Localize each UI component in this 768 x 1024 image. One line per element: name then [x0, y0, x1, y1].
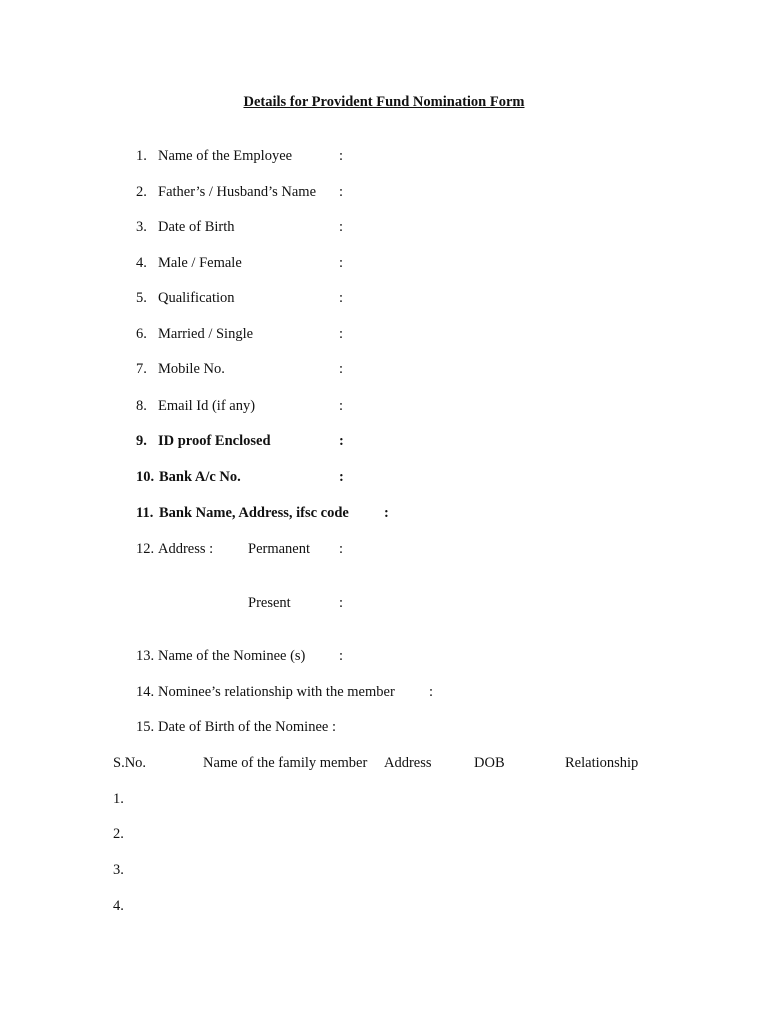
field-colon: : — [339, 433, 344, 449]
field-colon: : — [339, 398, 344, 414]
field-number: 12. — [136, 541, 155, 557]
field-label: Bank Name, Address, ifsc code — [159, 505, 349, 521]
field-number: 15. — [136, 719, 155, 735]
field-number: 7. — [136, 361, 147, 377]
field-number: 2. — [136, 184, 147, 200]
field-number: 10. — [136, 469, 155, 485]
address-permanent-label: Permanent — [248, 541, 311, 557]
field-colon: : — [339, 361, 344, 377]
field-label: Qualification — [158, 290, 235, 306]
row-serial-number: 2. — [113, 826, 124, 842]
column-header-relationship: Relationship — [565, 755, 639, 771]
column-header-sno: S.No. — [113, 755, 147, 771]
field-label: Name of the Employee — [158, 148, 293, 164]
field-label: ID proof Enclosed — [158, 433, 271, 449]
field-label: Date of Birth — [158, 219, 235, 235]
field-label: Male / Female — [158, 255, 242, 271]
field-number: 13. — [136, 648, 155, 664]
column-header-address: Address — [384, 755, 432, 771]
field-colon: : — [339, 595, 344, 611]
row-serial-number: 4. — [113, 898, 124, 914]
field-label: Date of Birth of the Nominee : — [158, 719, 336, 735]
field-label: Nominee’s relationship with the member — [158, 684, 395, 700]
field-label: Father’s / Husband’s Name — [158, 184, 316, 200]
field-colon: : — [339, 255, 344, 271]
field-number: 3. — [136, 219, 147, 235]
field-number: 11. — [136, 505, 154, 521]
row-serial-number: 3. — [113, 862, 124, 878]
field-number: 5. — [136, 290, 147, 306]
field-label: Married / Single — [158, 326, 254, 342]
address-present-label: Present — [248, 595, 291, 611]
field-number: 1. — [136, 148, 147, 164]
field-colon: : — [429, 684, 434, 700]
field-colon: : — [339, 148, 344, 164]
field-number: 9. — [136, 433, 147, 449]
field-colon: : — [339, 290, 344, 306]
column-header-name: Name of the family member — [203, 755, 368, 771]
field-colon: : — [339, 326, 344, 342]
field-colon: : — [339, 219, 344, 235]
field-colon: : — [384, 505, 389, 521]
column-header-dob: DOB — [474, 755, 505, 771]
field-label: Mobile No. — [158, 361, 225, 377]
row-serial-number: 1. — [113, 791, 124, 807]
form-title: Details for Provident Fund Nomination Form — [243, 94, 525, 110]
field-label: Name of the Nominee (s) — [158, 648, 306, 664]
field-number: 4. — [136, 255, 147, 271]
field-label: Bank A/c No. — [159, 469, 241, 485]
field-number: 6. — [136, 326, 147, 342]
field-label: Email Id (if any) — [158, 398, 256, 414]
field-colon: : — [339, 541, 344, 557]
field-label: Address : — [158, 541, 214, 557]
field-colon: : — [339, 184, 344, 200]
field-colon: : — [339, 648, 344, 664]
field-number: 8. — [136, 398, 147, 414]
field-number: 14. — [136, 684, 155, 700]
field-colon: : — [339, 469, 344, 485]
